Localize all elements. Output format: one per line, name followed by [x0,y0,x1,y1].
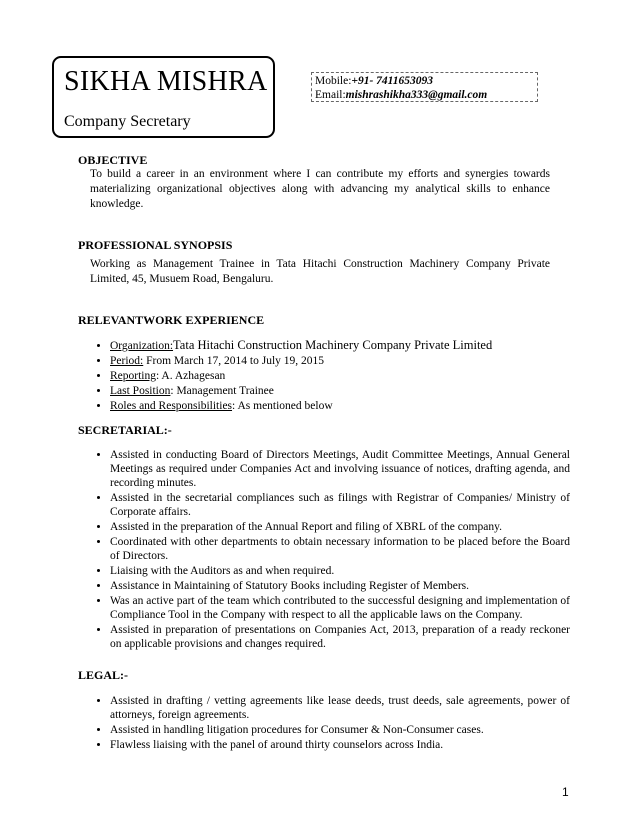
mobile-line [315,74,537,88]
experience-list [92,338,570,414]
page-number: 1 [562,785,569,799]
email-label: Email: [315,89,346,101]
email-line [315,88,537,102]
synopsis-text: Working as Management Trainee in Tata Hitachi Construction Machinery Company Private Limited, 45, Musuem Road, Bengaluru. [90,258,550,285]
list-item: • Assisted in handling litigation procedures for Consumer & Non-Consumer cases. [110,723,570,737]
objective-text: To build a career in an environment where I can contribute my efforts and synergies towards materializing organizational objectives along with advancing my analytical skills to enhance knowledge. [90,168,550,210]
name-box [52,56,275,138]
contact-box [311,72,538,102]
legal-list [92,694,570,753]
list-item: • Was an active part of the team which contributed to the successful designing and implementation of Compliance Tool in the Company with respect to all the applicable laws on the Company. [110,594,570,622]
experience-heading: RELEVANTWORK EXPERIENCE [78,313,265,327]
list-item: • Reporting: A. Azhagesan [110,369,570,383]
email-value: mishrashikha333@gmail.com [345,89,488,101]
list-item: • Last Position: Management Trainee [110,384,570,398]
list-item: • Roles and Responsibilities: As mentioned below [110,399,570,413]
candidate-title: Company Secretary [64,113,191,130]
list-item: • Assisted in drafting / vetting agreements like lease deeds, trust deeds, sale agreements, power of attorneys, foreign agreements. [110,694,570,722]
list-item: • Assisted in preparation of presentations on Companies Act, 2013, preparation of a ready reckoner on applicable provisions and changes required. [110,623,570,651]
candidate-name: SIKHA MISHRA [64,66,268,97]
secretarial-list [92,448,570,652]
objective-heading: OBJECTIVE [78,153,148,167]
mobile-value: +91- 7411653093 [351,75,434,87]
list-item: • Assisted in the secretarial compliances such as filings with Registrar of Companies/ Ministry of Corporate affairs. [110,491,570,519]
list-item: • Flawless liaising with the panel of around thirty counselors across India. [110,738,570,752]
legal-heading: LEGAL:- [78,668,129,682]
synopsis-heading: PROFESSIONAL SYNOPSIS [78,238,233,252]
mobile-label: Mobile: [315,75,352,87]
list-item: • Liaising with the Auditors as and when required. [110,564,570,578]
list-item: • Organization:Tata Hitachi Construction Machinery Company Private Limited [110,338,570,353]
list-item: • Coordinated with other departments to obtain necessary information to be placed before the Board of Directors. [110,535,570,563]
list-item: • Assistance in Maintaining of Statutory Books including Register of Members. [110,579,570,593]
list-item: • Assisted in the preparation of the Annual Report and filing of XBRL of the company. [110,520,570,534]
list-item: • Period: From March 17, 2014 to July 19, 2015 [110,354,570,368]
list-item: • Assisted in conducting Board of Directors Meetings, Audit Committee Meetings, Annual General Meetings as required under Companies Act and involving issuance of notices, drafting agenda, and recording minutes. [110,448,570,490]
secretarial-heading: SECRETARIAL:- [78,423,172,437]
